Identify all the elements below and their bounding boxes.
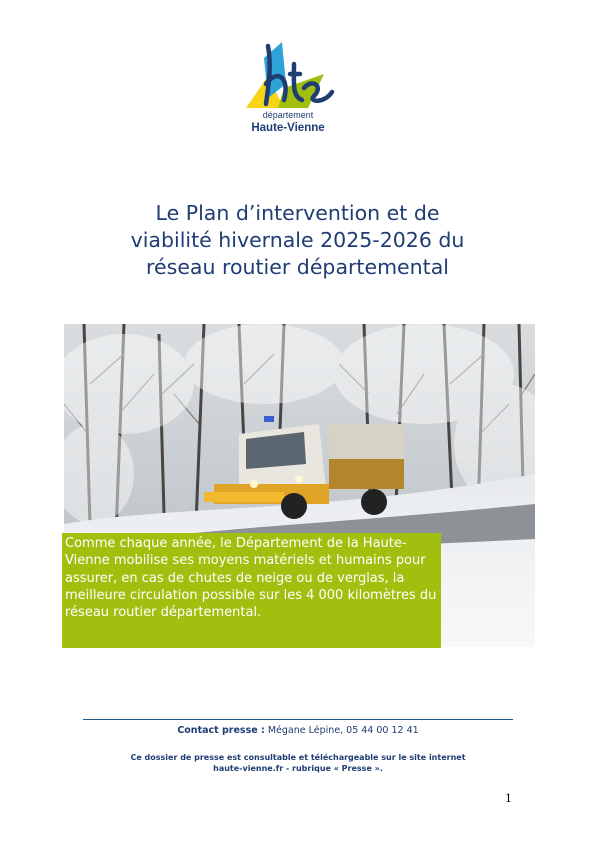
press-contact [83,725,513,736]
logo-name: Haute-Vienne [251,122,325,134]
title-line-1: Le Plan d’intervention et de [155,201,440,225]
press-kit-note-line-1: Ce dossier de presse est consultable et téléchargeable sur le site internet [130,753,466,762]
intro-text-box: Comme chaque année, le Département de la Haute-Vienne mobilise ses moyens matériels et humains pour assurer, en cas de chutes de neige ou de verglas, la meilleure circulation possible sur les 4 000 kilomètres du réseau routier départemental. [62,533,441,648]
page-number: 1 [505,792,512,805]
title-line-3: réseau routier départemental [146,255,449,279]
press-kit-note-line-2[interactable]: haute-vienne.fr - rubrique « Presse ». [213,764,383,773]
press-kit-note [83,752,513,774]
logo-mark-icon [238,38,338,110]
logo-subtitle: département [262,110,314,120]
title-line-2: viabilité hivernale 2025-2026 du [130,228,465,252]
document-title [80,200,515,281]
footer-divider [83,719,513,720]
press-contact-label: Contact presse : [177,725,265,736]
press-contact-value: Mégane Lépine, 05 44 00 12 41 [267,725,419,736]
department-logo [238,38,338,138]
